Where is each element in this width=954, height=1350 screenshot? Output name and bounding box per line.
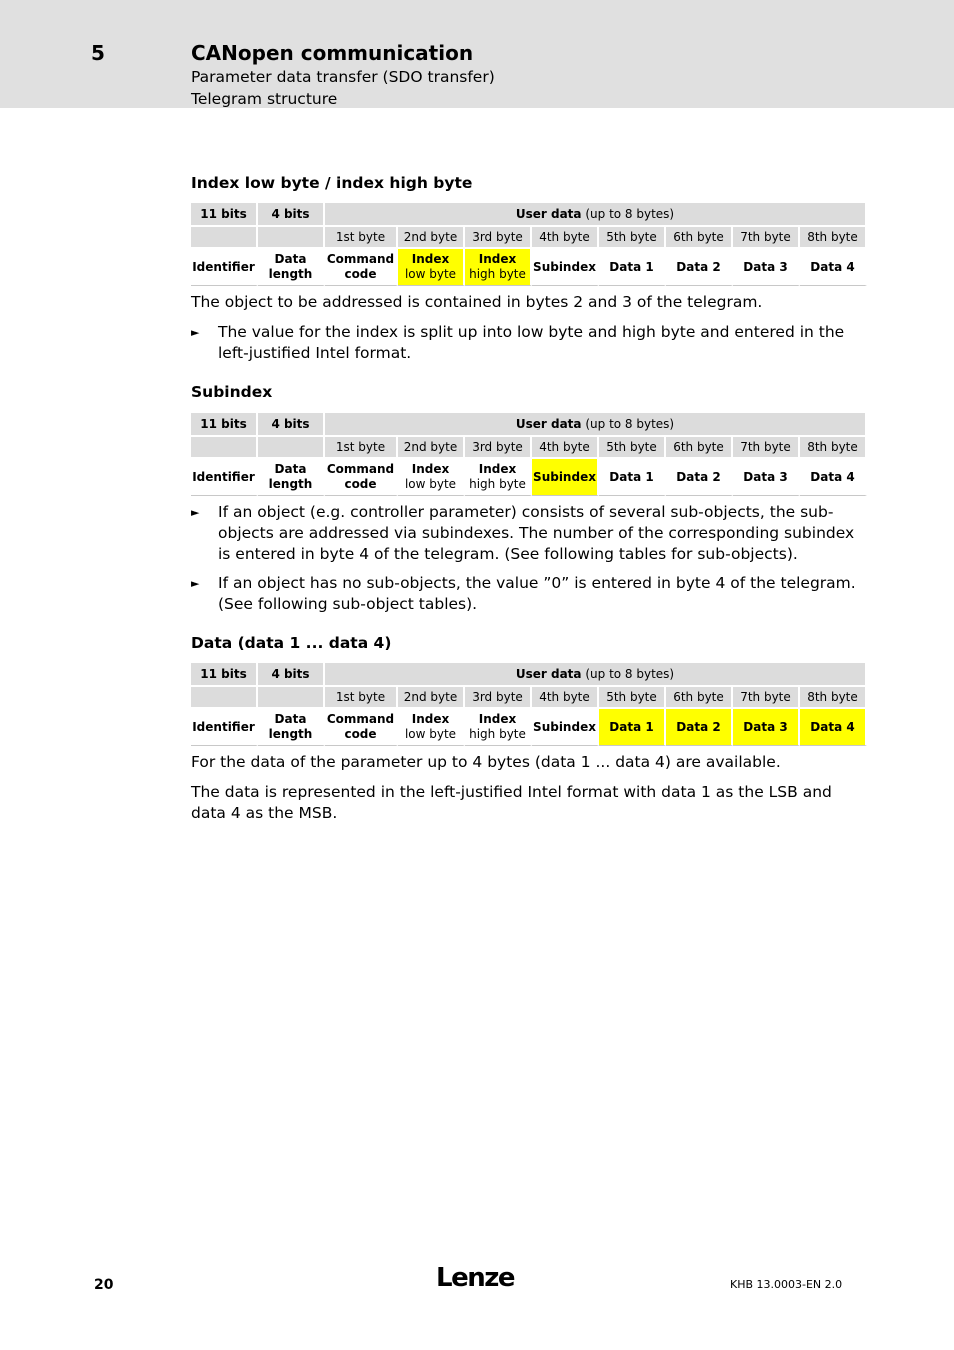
bits-4-cell: 4 bits — [258, 203, 325, 227]
data1-cell: Data 1 — [599, 459, 666, 496]
paragraph-data-available: For the data of the parameter up to 4 bytes (data 1 ... data 4) are available. — [191, 753, 781, 771]
byte-row — [191, 227, 867, 249]
byte-row — [191, 687, 867, 709]
table-header-row — [191, 413, 867, 437]
telegram-table-subindex — [191, 413, 867, 496]
subsection-subtitle: Telegram structure — [191, 90, 338, 108]
table-header-row — [191, 203, 867, 227]
data-length-cell: Data length — [258, 249, 325, 286]
data4-cell: Data 4 — [800, 459, 867, 496]
chapter-number: 5 — [91, 41, 105, 65]
section-subtitle: Parameter data transfer (SDO transfer) — [191, 68, 495, 86]
byte-label: 3rd byte — [465, 227, 532, 249]
byte-label: 6th byte — [666, 227, 733, 249]
byte-label: 5th byte — [599, 687, 666, 709]
identifier-cell: Identifier — [191, 709, 258, 746]
byte-label: 2nd byte — [398, 437, 465, 459]
byte-label: 2nd byte — [398, 227, 465, 249]
page-header — [0, 0, 954, 108]
data3-cell: Data 3 — [733, 709, 800, 746]
subindex-cell: Subindex — [532, 459, 599, 496]
empty-cell — [258, 227, 325, 249]
bits-11-cell: 11 bits — [191, 203, 258, 227]
data4-cell: Data 4 — [800, 249, 867, 286]
index-low-cell: Index low byte — [398, 709, 465, 746]
content-row — [191, 249, 867, 286]
bits-11-cell: 11 bits — [191, 413, 258, 437]
byte-row — [191, 437, 867, 459]
index-high-cell: Index high byte — [465, 459, 532, 496]
byte-label: 7th byte — [733, 437, 800, 459]
telegram-table-index — [191, 203, 867, 286]
data2-cell: Data 2 — [666, 709, 733, 746]
command-code-cell: Command code — [325, 249, 398, 286]
paragraph-index-location: The object to be addressed is contained in bytes 2 and 3 of the telegram. — [191, 293, 763, 311]
document-id: KHB 13.0003-EN 2.0 — [730, 1278, 843, 1291]
telegram-table-data — [191, 663, 867, 746]
command-code-cell: Command code — [325, 459, 398, 496]
bits-11-cell: 11 bits — [191, 663, 258, 687]
data4-cell: Data 4 — [800, 709, 867, 746]
table-header-row — [191, 663, 867, 687]
bullet-marker-icon: ► — [191, 506, 200, 519]
byte-label: 5th byte — [599, 227, 666, 249]
section-heading-index: Index low byte / index high byte — [191, 174, 473, 192]
content-row — [191, 709, 867, 746]
index-high-cell: Index high byte — [465, 709, 532, 746]
empty-cell — [191, 437, 258, 459]
chapter-title: CANopen communication — [191, 41, 474, 65]
byte-label: 7th byte — [733, 687, 800, 709]
data3-cell: Data 3 — [733, 249, 800, 286]
bits-4-cell: 4 bits — [258, 663, 325, 687]
empty-cell — [191, 227, 258, 249]
byte-label: 1st byte — [325, 437, 398, 459]
byte-label: 1st byte — [325, 687, 398, 709]
data2-cell: Data 2 — [666, 459, 733, 496]
byte-label: 7th byte — [733, 227, 800, 249]
byte-label: 8th byte — [800, 687, 867, 709]
byte-label: 6th byte — [666, 437, 733, 459]
data1-cell: Data 1 — [599, 249, 666, 286]
index-low-cell: Index low byte — [398, 459, 465, 496]
page-number: 20 — [94, 1277, 114, 1293]
bullet-subobjects: ► If an object (e.g. controller parameter) consists of several sub-objects, the sub-objects are addressed via subindexes. The number of the corresponding subindex is entered in byte 4 of the telegram. (See following tables for sub-objects). — [191, 503, 855, 563]
section-heading-data: Data (data 1 ... data 4) — [191, 634, 392, 652]
index-high-cell: Index high byte — [465, 249, 532, 286]
identifier-cell: Identifier — [191, 249, 258, 286]
content-row — [191, 459, 867, 496]
byte-label: 3rd byte — [465, 687, 532, 709]
byte-label: 6th byte — [666, 687, 733, 709]
identifier-cell: Identifier — [191, 459, 258, 496]
byte-label: 3rd byte — [465, 437, 532, 459]
data2-cell: Data 2 — [666, 249, 733, 286]
empty-cell — [191, 687, 258, 709]
data-length-cell: Data length — [258, 709, 325, 746]
subindex-cell: Subindex — [532, 709, 599, 746]
data1-cell: Data 1 — [599, 709, 666, 746]
lenze-logo: Lenze — [436, 1263, 514, 1293]
section-heading-subindex: Subindex — [191, 383, 273, 401]
user-data-cell: User data (up to 8 bytes) — [325, 203, 867, 227]
byte-label: 4th byte — [532, 437, 599, 459]
index-low-cell: Index low byte — [398, 249, 465, 286]
paragraph-data-format: The data is represented in the left-justified Intel format with data 1 as the LSB and data 4 as the MSB. — [191, 783, 832, 822]
byte-label: 1st byte — [325, 227, 398, 249]
user-data-cell: User data (up to 8 bytes) — [325, 663, 867, 687]
bullet-marker-icon: ► — [191, 577, 200, 590]
user-data-cell: User data (up to 8 bytes) — [325, 413, 867, 437]
data3-cell: Data 3 — [733, 459, 800, 496]
empty-cell — [258, 687, 325, 709]
data-length-cell: Data length — [258, 459, 325, 496]
byte-label: 4th byte — [532, 687, 599, 709]
command-code-cell: Command code — [325, 709, 398, 746]
byte-label: 5th byte — [599, 437, 666, 459]
subindex-cell: Subindex — [532, 249, 599, 286]
byte-label: 8th byte — [800, 437, 867, 459]
byte-label: 2nd byte — [398, 687, 465, 709]
bullet-marker-icon: ► — [191, 326, 200, 339]
byte-label: 8th byte — [800, 227, 867, 249]
empty-cell — [258, 437, 325, 459]
byte-label: 4th byte — [532, 227, 599, 249]
bits-4-cell: 4 bits — [258, 413, 325, 437]
